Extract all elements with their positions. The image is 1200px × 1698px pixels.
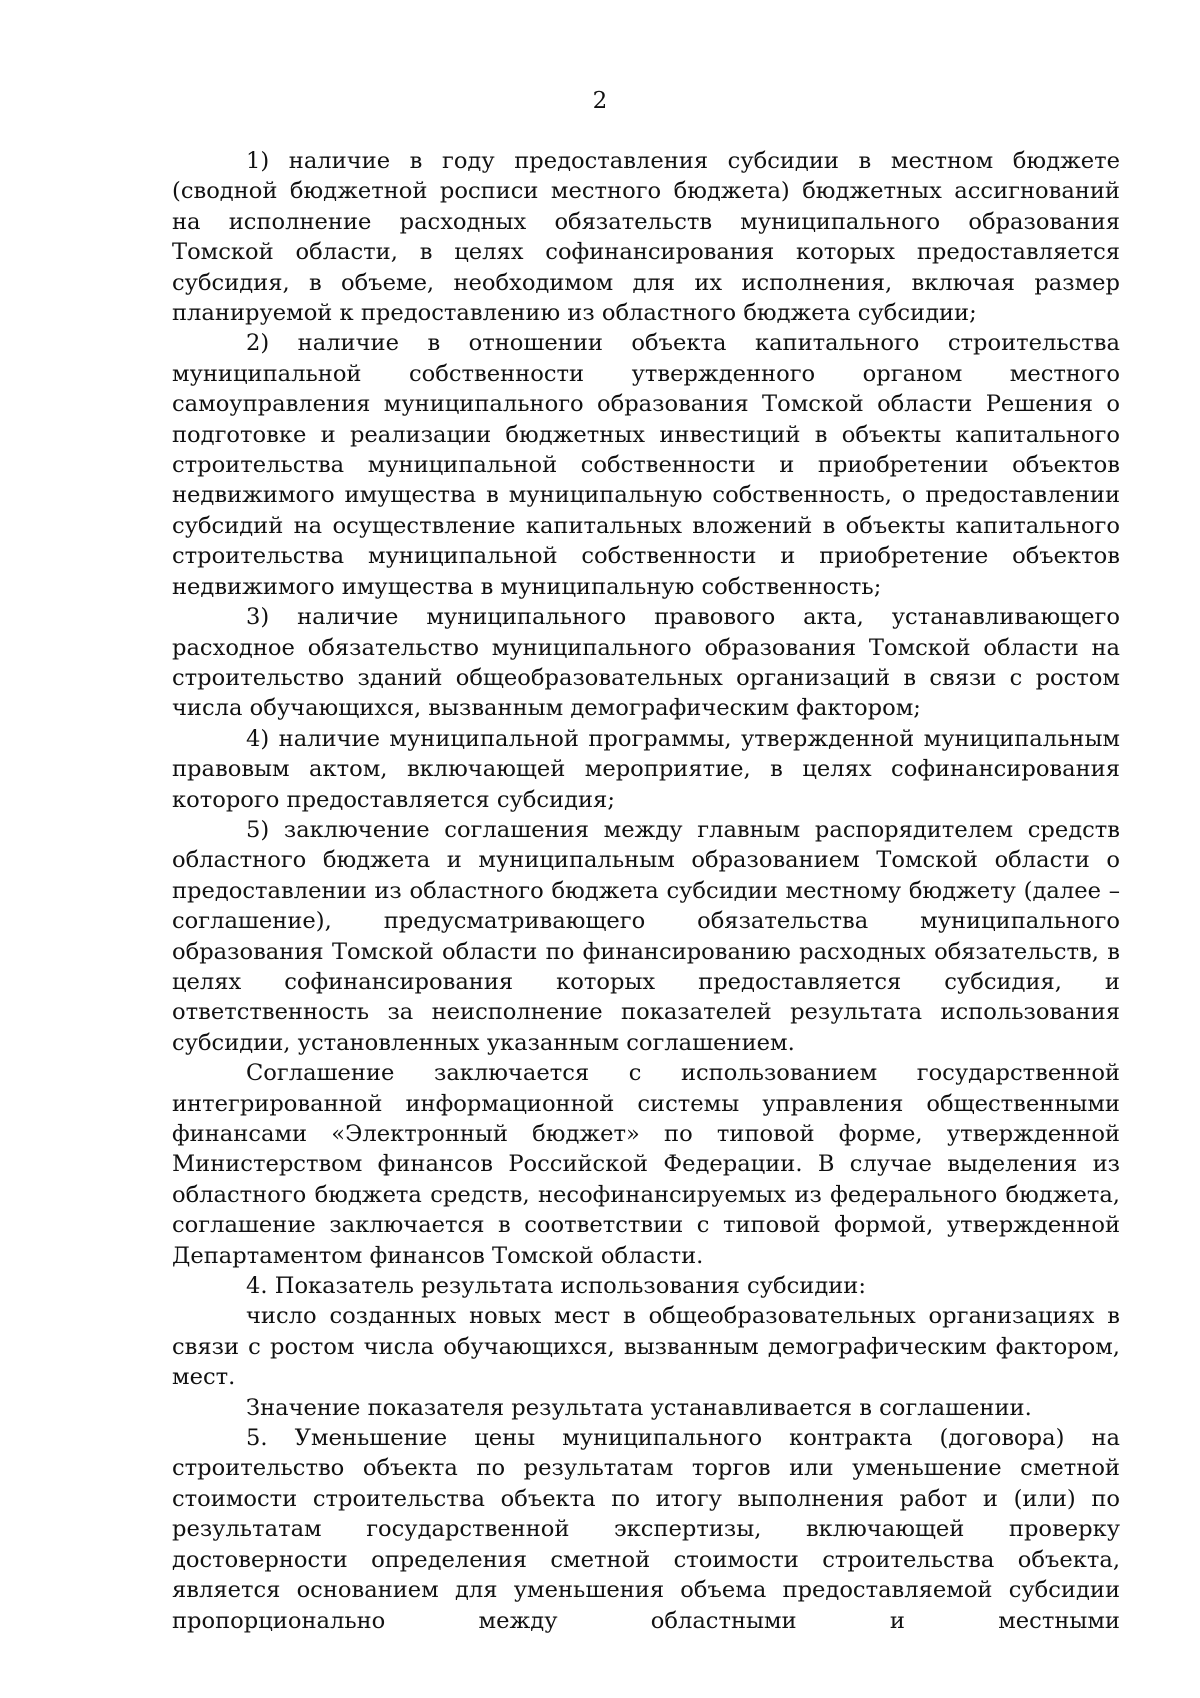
paragraph-agreement: Соглашение заключается с использованием государственной интегрированной информационной системы управления общественными финансами «Электронный бюджет» по типовой форме, утвержденной Министерством финансов Российской Федерации. В случае выделения из областного бюджета средств, несофинансируемых из федерального бюджета, соглашение заключается в соответствии с типовой формой, утвержденной Департаментом финансов Томской области. — [172, 1060, 1120, 1269]
paragraph-indicator: число созданных новых мест в общеобразовательных организациях в связи с ростом числа обучающихся, вызванным демографическим фактором, мест. — [172, 1303, 1120, 1391]
paragraph-condition-3: 3) наличие муниципального правового акта, устанавливающего расходное обязательство муниципального образования Томской области на строительство зданий общеобразовательных организаций в связи с ростом числа обучающихся, вызванным демографическим фактором; — [172, 604, 1120, 722]
paragraph-indicator-value: Значение показателя результата устанавливается в соглашении. — [246, 1394, 1032, 1421]
paragraph-condition-4: 4) наличие муниципальной программы, утвержденной муниципальным правовым актом, включающей мероприятие, в целях софинансирования которого предоставляется субсидия; — [172, 725, 1120, 813]
paragraph-condition-2: 2) наличие в отношении объекта капитального строительства муниципальной собственности утвержденного органом местного самоуправления муниципального образования Томской области Решения о подготовке и реализации бюджетных инвестиций в объекты капитального строительства муниципальной собственности и приобретении объектов недвижимого имущества в муниципальную собственность, о предоставлении субсидий на осуществление капитальных вложений в объекты капитального строительства муниципальной собственности и приобретение объектов недвижимого имущества в муниципальную собственность; — [172, 330, 1120, 600]
paragraph-section-4-heading: 4. Показатель результата использования субсидии: — [246, 1273, 866, 1300]
paragraph-section-5: 5. Уменьшение цены муниципального контракта (договора) на строительство объекта по результатам торгов или уменьшение сметной стоимости строительства объекта по итогу выполнения работ и (или) по результатам государственной экспертизы, включающей проверку достоверности определения сметной стоимости строительства объекта, является основанием для уменьшения объема предоставляемой субсидии пропорционально между областными и местными — [172, 1425, 1120, 1634]
document-body — [172, 146, 1120, 1636]
paragraph-condition-5: 5) заключение соглашения между главным распорядителем средств областного бюджета и муниципальным образованием Томской области о предоставлении из областного бюджета субсидии местному бюджету (далее – соглашение), предусматривающего обязательства муниципального образования Томской области по финансированию расходных обязательств, в целях софинансирования которых предоставляется субсидия, и ответственность за неисполнение показателей результата использования субсидии, установленных указанным соглашением. — [172, 816, 1120, 1056]
paragraph-condition-1: 1) наличие в году предоставления субсидии в местном бюджете (сводной бюджетной росписи местного бюджета) бюджетных ассигнований на исполнение расходных обязательств муниципального образования Томской области, в целях софинансирования которых предоставляется субсидия, в объеме, необходимом для их исполнения, включая размер планируемой к предоставлению из областного бюджета субсидии; — [172, 148, 1120, 327]
page-number: 2 — [592, 88, 608, 114]
